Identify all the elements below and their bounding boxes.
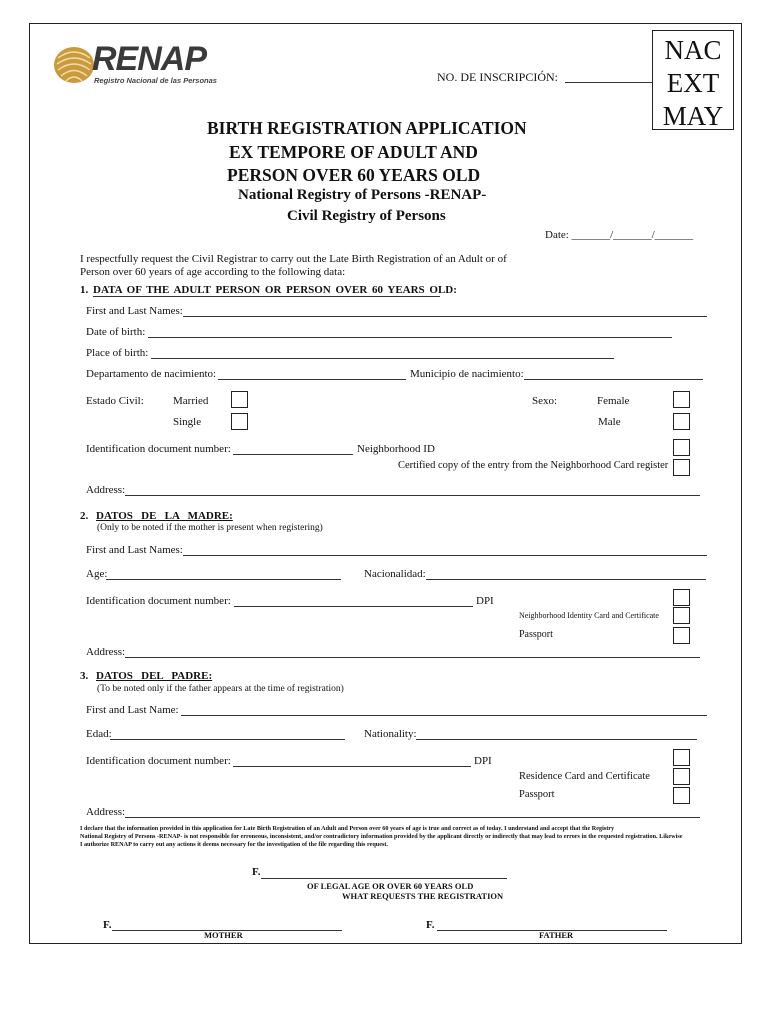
s1-married-checkbox[interactable] [231, 391, 248, 408]
s1-names-field[interactable] [183, 316, 707, 317]
s2-passport-checkbox[interactable] [673, 627, 690, 644]
s3-id-number-field[interactable] [233, 766, 471, 767]
code-ext: EXT [666, 68, 720, 98]
s2-dpi-checkbox[interactable] [673, 589, 690, 606]
inscription-label: NO. DE INSCRIPCIÓN: [437, 70, 559, 84]
applicant-caption-1: OF LEGAL AGE OR OVER 60 YEARS OLD [307, 881, 474, 891]
s3-names-field[interactable] [181, 715, 707, 716]
s3-edad-label: Edad: [86, 728, 112, 740]
s1-neighborhood-id-checkbox[interactable] [673, 439, 690, 456]
applicant-f-label: F. [252, 866, 261, 878]
code-may: MAY [662, 101, 724, 131]
s3-edad-field[interactable] [110, 739, 345, 740]
s3-dpi-label: DPI [474, 755, 492, 767]
s1-id-number-field[interactable] [233, 454, 353, 455]
s1-municipio-field[interactable] [524, 379, 703, 380]
section-1-heading: 1. DATA OF THE ADULT PERSON OR PERSON OVER 60 YEARS OLD: [80, 284, 457, 296]
s2-age-field[interactable] [106, 579, 341, 580]
s1-pob-label: Place of birth: [86, 347, 149, 359]
s1-dob-field[interactable] [148, 337, 672, 338]
logo-wordmark: RENAP [92, 40, 207, 78]
s1-neighborhood-id-label: Neighborhood ID [357, 443, 435, 455]
s3-nationality-field[interactable] [416, 739, 697, 740]
title-line-2: EX TEMPORE OF ADULT AND [229, 142, 478, 162]
s3-id-number-label: Identification document number: [86, 755, 231, 767]
s1-male-label: Male [598, 416, 621, 428]
declaration-line-3: I authorize RENAP to carry out any actions it deems necessary for the investigation of the file regarding this request. [80, 841, 388, 848]
renap-logo [52, 40, 262, 88]
s3-address-field[interactable] [125, 817, 700, 818]
s1-single-label: Single [173, 416, 202, 428]
applicant-signature-line[interactable] [261, 878, 507, 879]
section-2-heading: DATOS DE LA MADRE: [96, 510, 233, 522]
s2-names-label: First and Last Names: [86, 544, 183, 556]
s2-nacionalidad-field[interactable] [426, 579, 706, 580]
s1-pob-field[interactable] [151, 358, 614, 359]
s3-passport-label: Passport [519, 789, 555, 800]
declaration-line-1: I declare that the information provided in this application for Late Birth Registration of an Adult and Person over 60 years of age is true and correct as of today. I understand and accept that the Registry [80, 825, 615, 832]
declaration-line-2: National Registry of Persons -RENAP- is not responsible for erroneous, inconsistent, and/or contradictory information provided by the applicant directly or indirectly that may lead to errors in the requested registration. Likewise [80, 833, 683, 840]
s1-departamento-label: Departamento de nacimiento: [86, 368, 217, 380]
mother-caption: MOTHER [204, 930, 243, 940]
s1-male-checkbox[interactable] [673, 413, 690, 430]
s1-names-label: First and Last Names: [86, 305, 183, 317]
inscription-field[interactable] [565, 82, 661, 83]
s1-certified-copy-checkbox[interactable] [673, 459, 690, 476]
s1-female-label: Female [597, 395, 630, 407]
s2-address-label: Address: [86, 646, 126, 658]
section-2-note: (Only to be noted if the mother is present when registering) [97, 523, 323, 533]
s1-estado-civil-label: Estado Civil: [86, 395, 144, 407]
s1-municipio-label: Municipio de nacimiento: [410, 368, 524, 380]
applicant-caption-2: WHAT REQUESTS THE REGISTRATION [342, 891, 504, 901]
s1-departamento-field[interactable] [218, 379, 406, 380]
s1-certified-copy-label: Certified copy of the entry from the Neighborhood Card register [398, 460, 669, 471]
s2-address-field[interactable] [125, 657, 700, 658]
title-line-1: BIRTH REGISTRATION APPLICATION [207, 118, 527, 138]
s3-residence-card-checkbox[interactable] [673, 768, 690, 785]
subtitle-registry: National Registry of Persons -RENAP- [238, 187, 487, 203]
logo-tagline: Registro Nacional de las Personas [94, 76, 217, 85]
s1-single-checkbox[interactable] [231, 413, 248, 430]
section-1-heading-underline [93, 296, 440, 297]
section-2-number: 2. [80, 510, 89, 522]
s3-residence-card-label: Residence Card and Certificate [519, 771, 650, 782]
section-3-note: (To be noted only if the father appears at the time of registration) [97, 684, 344, 694]
s2-dpi-label: DPI [476, 595, 494, 607]
s2-nacionalidad-label: Nacionalidad: [364, 568, 426, 580]
s3-names-label: First and Last Name: [86, 704, 179, 716]
s1-female-checkbox[interactable] [673, 391, 690, 408]
s2-neighborhood-card-label: Neighborhood Identity Card and Certificate [519, 611, 659, 620]
date-field[interactable]: Date: _______/_______/_______ [545, 229, 694, 241]
s2-id-number-label: Identification document number: [86, 595, 231, 607]
s1-address-field[interactable] [125, 495, 700, 496]
s2-id-number-field[interactable] [234, 606, 473, 607]
subtitle-civil-registry: Civil Registry of Persons [287, 208, 446, 224]
code-nac: NAC [664, 35, 722, 65]
s2-age-label: Age: [86, 568, 108, 580]
fingerprint-logo-icon [52, 44, 96, 86]
s1-id-number-label: Identification document number: [86, 443, 231, 455]
s1-address-label: Address: [86, 484, 126, 496]
s3-address-label: Address: [86, 806, 126, 818]
s2-names-field[interactable] [183, 555, 707, 556]
intro-line-1: I respectfully request the Civil Registrar to carry out the Late Birth Registration of an Adult or of [80, 253, 507, 265]
registration-code-box [652, 30, 734, 130]
intro-line-2: Person over 60 years of age according to the following data: [80, 266, 346, 278]
s1-dob-label: Date of birth: [86, 326, 146, 338]
section-3-number: 3. [80, 670, 89, 682]
title-line-3: PERSON OVER 60 YEARS OLD [227, 165, 481, 185]
father-caption: FATHER [539, 930, 574, 940]
s3-passport-checkbox[interactable] [673, 787, 690, 804]
father-f-label: F. [426, 919, 435, 931]
section-3-heading: DATOS DEL PADRE: [96, 670, 213, 682]
mother-f-label: F. [103, 919, 112, 931]
s2-passport-label: Passport [519, 629, 553, 640]
s1-married-label: Married [173, 395, 209, 407]
s2-neighborhood-card-checkbox[interactable] [673, 607, 690, 624]
s3-nationality-label: Nationality: [364, 728, 417, 740]
s1-sexo-label: Sexo: [532, 395, 558, 407]
s3-dpi-checkbox[interactable] [673, 749, 690, 766]
